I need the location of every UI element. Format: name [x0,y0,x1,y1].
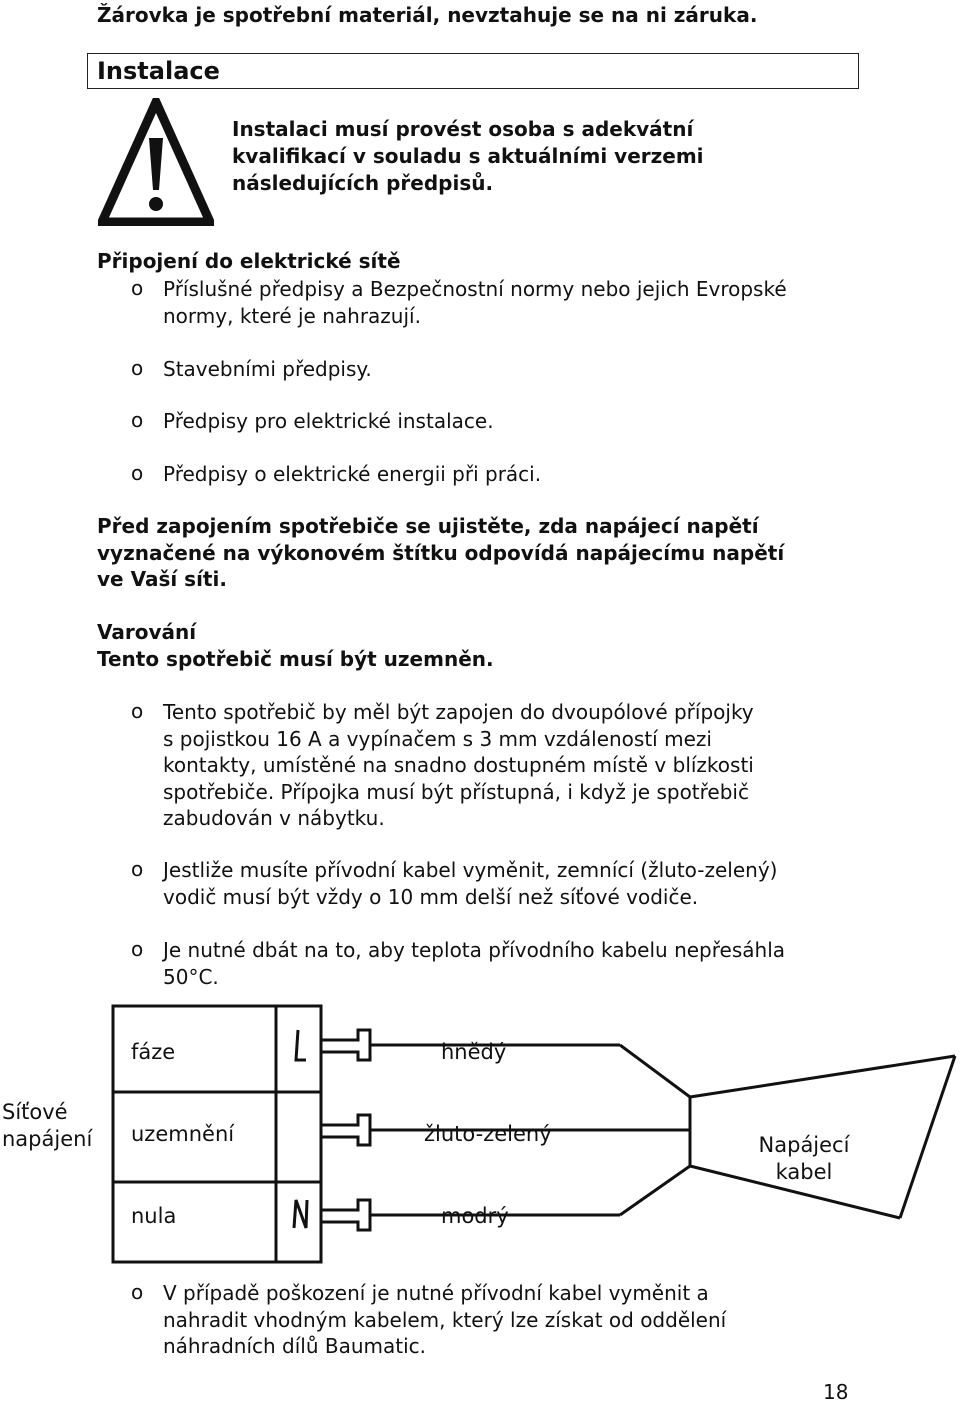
reg-item-3: Předpisy pro elektrické instalace. [163,409,494,433]
install-item-1: Tento spotřebič by měl být zapojen do dvoupólové přípojky s pojistkou 16 A a vypínačem s 3 mm vzdáleností mezi kontakty, umístěné na snadno dostupném místě v blízkosti spotřebiče. Přípojka musí být přístupná, i když je spotřebič zabudován v nábytku. [163,700,754,830]
reg-item-2: Stavebními předpisy. [163,357,372,381]
bullet-marker: o [131,408,144,432]
row-neutral-color: modrý [441,1204,509,1228]
section-title: Instalace [97,57,220,85]
reg-item-1: Příslušné předpisy a Bezpečnostní normy nebo jejich Evropské normy, které je nahrazují. [163,277,787,328]
install-item-3: Je nutné dbát na to, aby teplota přívodního kabelu nepřesáhla 50°C. [163,938,786,989]
reg-item-4: Předpisy o elektrické energii při práci. [163,462,542,486]
warranty-note: Žárovka je spotřební materiál, nevztahuje se na ni záruka. [97,3,758,27]
cable-label: Napájecí kabel [758,1133,850,1184]
row-phase-name: fáze [131,1040,176,1064]
warning-triangle-icon [98,98,214,226]
page-number: 18 [823,1380,849,1404]
section-header-box [87,53,859,89]
damage-item: V případě poškození je nutné přívodní kabel vyměnit a nahradit vhodným kabelem, který lze získat od oddělení náhradních dílů Baumatic. [163,1281,727,1358]
connection-heading: Připojení do elektrické sítě [97,249,401,273]
voltage-note: Před zapojením spotřebiče se ujistěte, zda napájecí napětí vyznačené na výkonovém štítku odpovídá napájecímu napětí ve Vaší síti. [97,514,785,591]
row-phase-color: hnědý [441,1040,507,1064]
row-earth-name: uzemnění [131,1122,235,1146]
warning-heading: Varování Tento spotřebič musí být uzemněn. [97,620,494,671]
install-item-2: Jestliže musíte přívodní kabel vyměnit, zemnící (žluto-zelený) vodič musí být vždy o 10 mm delší než síťové vodiče. [163,858,778,909]
bullet-marker: o [131,699,144,723]
mains-label: Síťové napájení [2,1100,93,1151]
row-earth-color: žluto-zelený [424,1122,552,1146]
bullet-marker: o [131,937,144,961]
row-neutral-name: nula [131,1204,177,1228]
bullet-marker: o [131,276,144,300]
warning-text: Instalaci musí provést osoba s adekvátní kvalifikací v souladu s aktuálními verzemi následujících předpisů. [232,117,704,195]
bullet-marker: o [131,857,144,881]
bullet-marker: o [131,356,144,380]
bullet-marker: o [131,461,144,485]
bullet-marker: o [131,1280,144,1304]
